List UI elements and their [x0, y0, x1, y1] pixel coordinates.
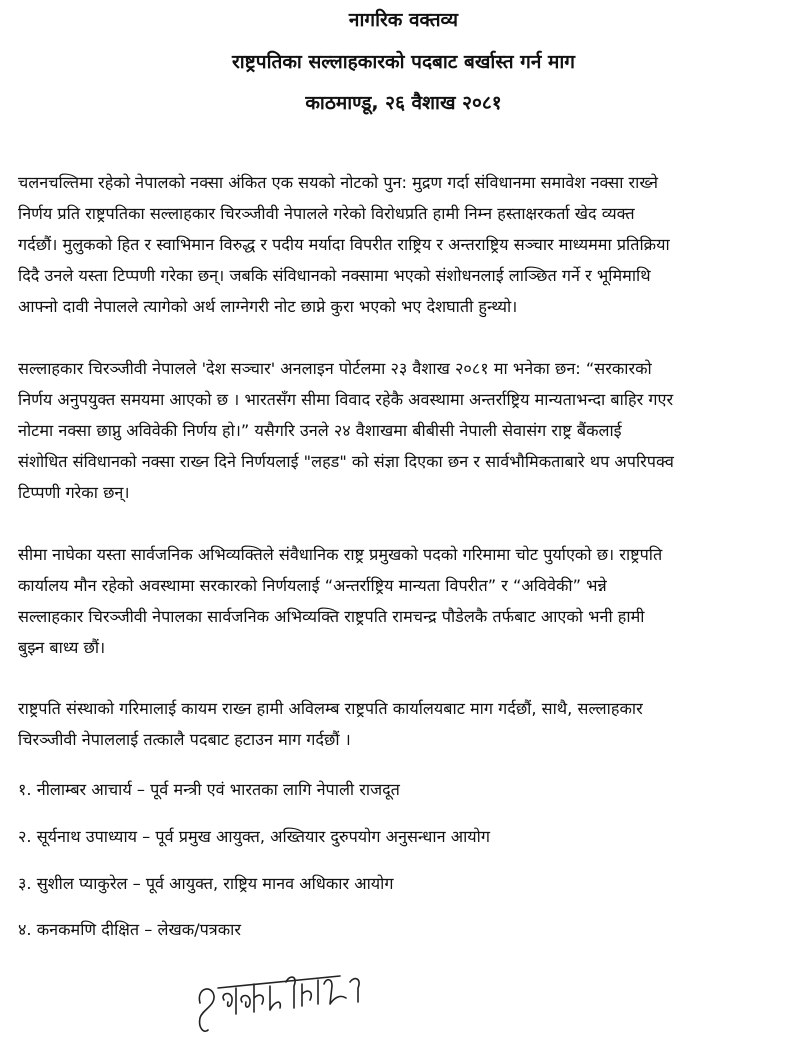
paragraph-4: [18, 693, 793, 755]
paragraph-line: दिदै उनले यस्ता टिप्पणी गरेका छन्। जबकि संविधानको नक्सामा भएको संशोधनलाई लाञ्छित गर्ने र भूमिमाथि: [18, 266, 651, 285]
paragraph-line: कार्यालय मौन रहेको अवस्थामा सरकारको निर्णयलाई “अन्तर्राष्ट्रिय मान्यता विपरीत” र “अविवेकी” भन्ने: [18, 576, 607, 595]
handwritten-signature: [190, 958, 390, 1038]
paragraph-line: चिरञ्जीवी नेपाललाई तत्कालै पदबाट हटाउन माग गर्दछौं ।: [18, 730, 351, 749]
paragraph-line: राष्ट्रपति संस्थाको गरिमालाई कायम राख्न हामी अविलम्ब राष्ट्रपति कार्यालयबाट माग गर्दछौं, साथै, सल्लाहकार: [18, 699, 643, 718]
document-subtitle: राष्ट्रपतिका सल्लाहकारको पदबाट बर्खास्त गर्न माग: [231, 51, 575, 73]
paragraph-line: संशोधित संविधानको नक्सा राख्न दिने निर्णयलाई "लहड" को संज्ञा दिएका छन र सार्वभौमिकताबारे थप अपरिपक्व: [18, 452, 674, 471]
paragraph-line: चलनचल्तिमा रहेको नेपालको नक्सा अंकित एक सयको नोटको पुन: मुद्रण गर्दा संविधानमा समावेश नक्सा राख्ने: [18, 173, 658, 192]
paragraph-line: टिप्पणी गरेका छन्।: [18, 483, 130, 502]
paragraph-line: निर्णय अनुपयुक्त समयमा आएको छ । भारतसँग सीमा विवाद रहेकै अवस्थामा अन्तर्राष्ट्रिय मान्यताभन्दा बाहिर गएर: [18, 390, 674, 409]
signatory-1: १. नीलाम्बर आचार्य – पूर्व मन्त्री एवं भारतका लागि नेपाली राजदूत: [18, 780, 400, 799]
signatory-3: ३. सुशील प्याकुरेल – पूर्व आयुक्त, राष्ट्रिय मानव अधिकार आयोग: [18, 874, 394, 893]
place-and-date: काठमाण्डू, २६ वैशाख २०८१: [305, 92, 502, 114]
paragraph-line: सीमा नाघेका यस्ता सार्वजनिक अभिव्यक्तिले संवैधानिक राष्ट्र प्रमुखको पदको गरिमामा चोट पुर्याएको छ। राष्ट्रपति: [18, 545, 663, 564]
paragraph-line: सल्लाहकार चिरञ्जीवी नेपालका सार्वजनिक अभिव्यक्ति राष्ट्रपति रामचन्द्र पौडेलकै तर्फबाट आएको भनी हामी: [18, 607, 645, 626]
paragraph-line: निर्णय प्रति राष्ट्रपतिका सल्लाहकार चिरञ्जीवी नेपालले गरेको विरोधप्रति हामी निम्न हस्ताक्षरकर्ता खेद व्यक्त: [18, 204, 635, 223]
paragraph-line: गर्दछौं। मुलुकको हित र स्वाभिमान विरुद्ध र पदीय मर्यादा विपरीत राष्ट्रिय र अन्तराष्ट्रिय सञ्चार माध्यममा प्रतिक्रिया: [18, 235, 670, 254]
paragraph-line: नोटमा नक्सा छाप्नु अविवेकी निर्णय हो।” यसैगरि उनले २४ वैशाखमा बीबीसी नेपाली सेवासंग राष्ट्र बैंकलाई: [18, 421, 622, 440]
paragraph-1: [18, 167, 793, 322]
paragraph-line: बुझ्न बाध्य छौं।: [18, 638, 106, 657]
paragraph-2: [18, 353, 793, 508]
signatory-2: २. सूर्यनाथ उपाध्याय – पूर्व प्रमुख आयुक्त, अख्तियार दुरुपयोग अनुसन्धान आयोग: [18, 827, 490, 846]
paragraph-3: [18, 539, 793, 663]
paragraph-line: आफ्नो दावी नेपालले त्यागेको अर्थ लाग्नेगरी नोट छाप्ने कुरा भएको भए देशघाती हुन्थ्यो।: [18, 297, 518, 316]
signatory-4: ४. कनकमणि दीक्षित – लेखक/पत्रकार: [18, 920, 241, 939]
document-title: नागरिक वक्तव्य: [348, 9, 459, 31]
paragraph-line: सल्लाहकार चिरञ्जीवी नेपालले 'देश सञ्चार' अनलाइन पोर्टलमा २३ वैशाख २०८१ मा भनेका छन: “सरकारको: [18, 359, 652, 378]
